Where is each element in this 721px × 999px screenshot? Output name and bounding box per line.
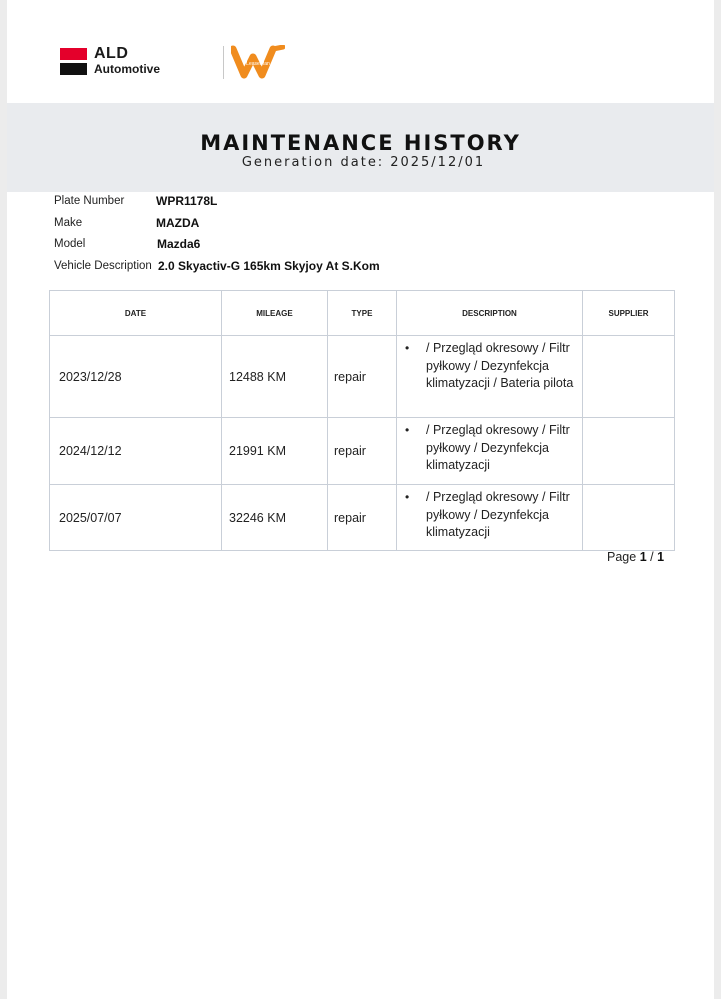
brand-name: ALD	[94, 45, 129, 62]
description-text: / Przegląd okresowy / Filtr pyłkowy / Dezynfekcja klimatyzacji / Bateria pilota	[426, 341, 574, 390]
cell-date: 2024/12/12	[50, 418, 222, 485]
description-text: / Przegląd okresowy / Filtr pyłkowy / Dezynfekcja klimatyzacji	[426, 490, 570, 539]
cell-type: repair	[328, 418, 397, 485]
cell-date: 2023/12/28	[50, 336, 222, 418]
make-label: Make	[54, 217, 83, 229]
bullet-icon: •	[405, 423, 410, 437]
description-text: / Przegląd okresowy / Filtr pyłkowy / Dezynfekcja klimatyzacji	[426, 423, 570, 472]
document-page	[7, 0, 714, 999]
cell-supplier	[583, 336, 675, 418]
logo-divider	[223, 46, 224, 79]
generation-label: Generation date:	[241, 155, 385, 170]
table-row	[50, 418, 675, 485]
cell-description	[397, 485, 583, 551]
table-row	[50, 336, 675, 418]
model-label: Model	[54, 238, 86, 250]
col-header-type: TYPE	[328, 291, 397, 336]
cell-description	[397, 418, 583, 485]
header-band	[7, 103, 714, 192]
page-indicator	[607, 550, 664, 564]
bullet-icon: •	[405, 341, 410, 355]
cell-mileage: 32246 KM	[222, 485, 328, 551]
col-header-mileage: MILEAGE	[222, 291, 328, 336]
page-title: MAINTENANCE HISTORY	[200, 131, 521, 155]
make-value: MAZDA	[156, 216, 200, 230]
col-header-date: DATE	[50, 291, 222, 336]
table-row	[50, 485, 675, 551]
ald-mark-icon	[60, 48, 87, 75]
cell-supplier	[583, 418, 675, 485]
generation-date: 2025/12/01	[390, 155, 486, 170]
cell-type: repair	[328, 485, 397, 551]
plate-value: WPR1178L	[156, 194, 218, 208]
pager-current: 1	[639, 550, 647, 564]
col-header-description: DESCRIPTION	[397, 291, 583, 336]
ald-wordmark	[94, 46, 160, 76]
cell-supplier	[583, 485, 675, 551]
pager-total: 1	[657, 550, 665, 564]
cell-type: repair	[328, 336, 397, 418]
plate-label: Plate Number	[54, 195, 125, 207]
leaseplan-logo-icon	[231, 45, 285, 79]
brand-subtitle: Automotive	[94, 62, 160, 76]
vehicle-description-label: Vehicle Description	[54, 260, 152, 272]
watermark: otomoto	[6, 968, 98, 992]
cell-date: 2025/07/07	[50, 485, 222, 551]
partner-logo-text: LeasePlan	[246, 61, 270, 67]
pager-label: Page	[607, 550, 637, 564]
vehicle-description-value: 2.0 Skyactiv-G 165km Skyjoy At S.Kom	[158, 259, 380, 273]
pager-separator: /	[650, 550, 654, 564]
table-header-row	[50, 291, 675, 336]
maintenance-table	[49, 290, 675, 551]
model-value: Mazda6	[157, 237, 201, 251]
bullet-icon: •	[405, 490, 410, 504]
col-header-supplier: SUPPLIER	[583, 291, 675, 336]
cell-description	[397, 336, 583, 418]
cell-mileage: 12488 KM	[222, 336, 328, 418]
generation-line	[7, 155, 714, 170]
cell-mileage: 21991 KM	[222, 418, 328, 485]
